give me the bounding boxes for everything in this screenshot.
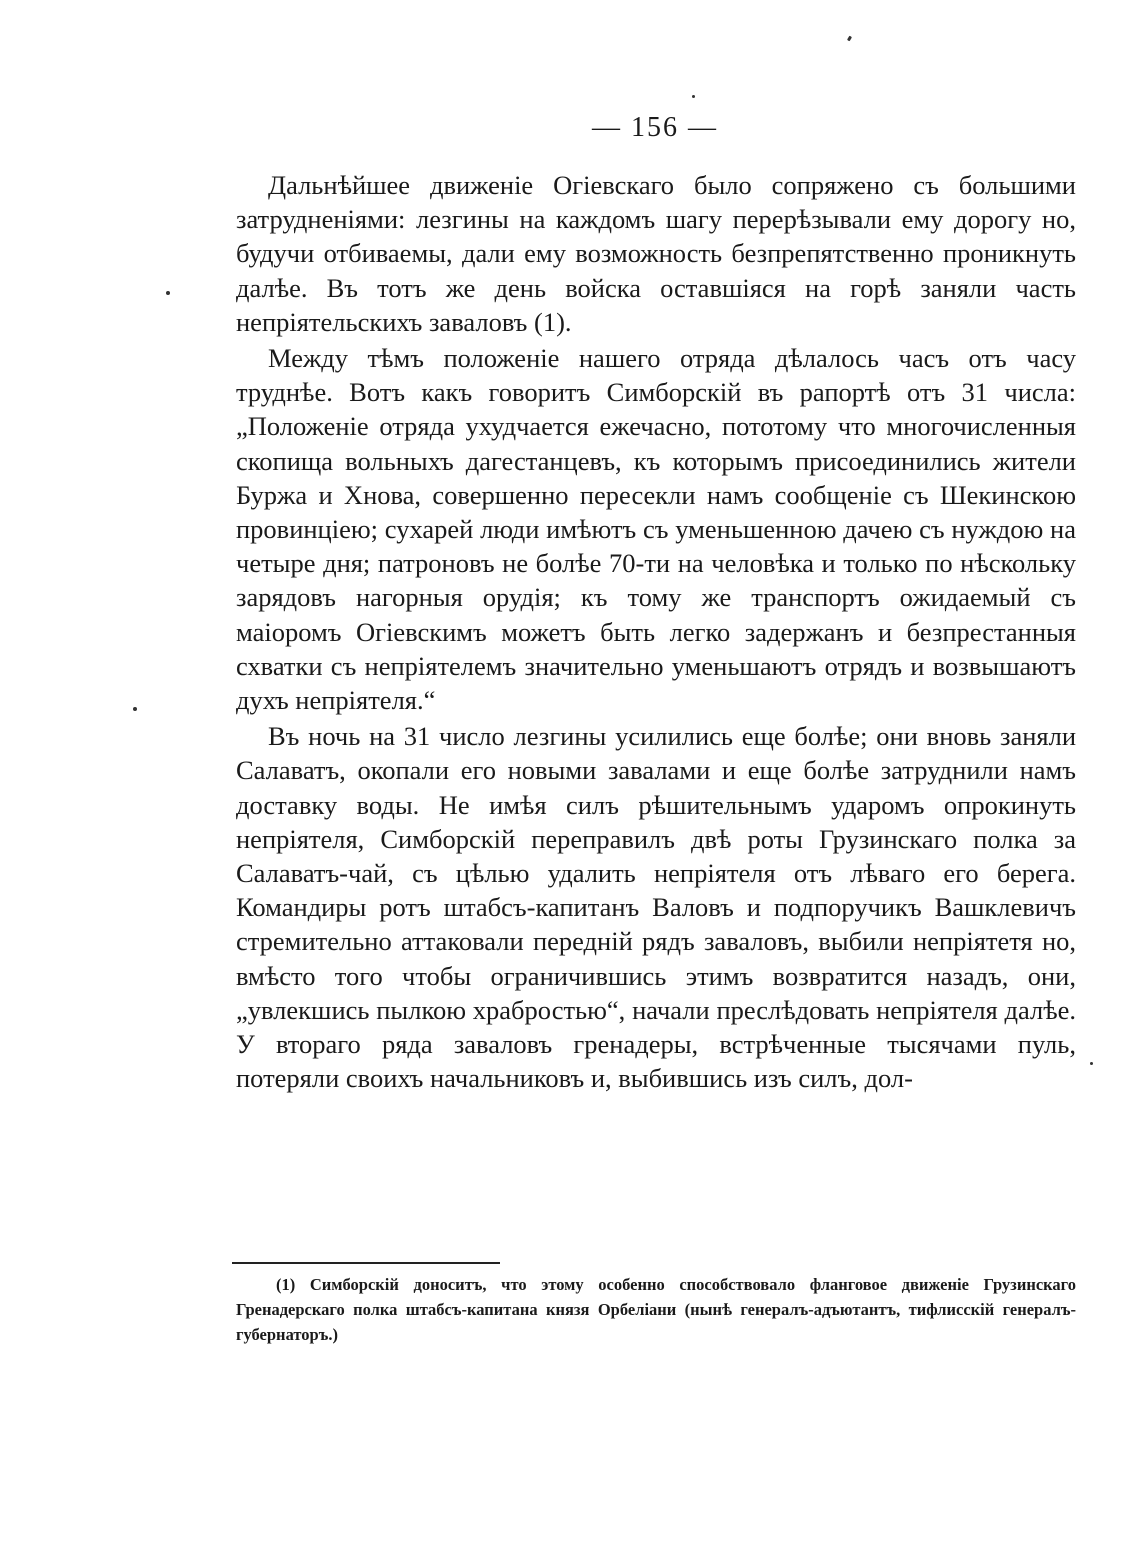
footnote-text: (1) Симборскій доноситъ, что этому особенно способствовало фланговое движеніе Грузинскаго Гренадерскаго полка штабсъ-капитана князя Орбеліани (нынѣ генералъ-адъютантъ, тифлисскій генералъ-губернаторъ.) [236,1275,1076,1344]
paragraph: Въ ночь на 31 число лезгины усилились еще болѣе; они вновь заняли Салаватъ, окопали его новыми завалами и еще болѣе затруднили намъ доставку воды. Не имѣя силъ рѣшительнымъ ударомъ опрокинуть непріятеля, Симборскій переправилъ двѣ роты Грузинскаго полка за Салаватъ-чай, съ цѣлью удалить непріятеля отъ лѣваго его берега. Командиры ротъ штабсъ-капитанъ Валовъ и подпоручикъ Вашклевичъ стремительно аттаковали передній рядъ заваловъ, выбили непріятетя но, вмѣсто того чтобы ограничившись этимъ возвратится назадъ, они, „увлекшись пылкою храбростью“, начали преслѣдовать непріятеля далѣе. У втораго ряда заваловъ гренадеры, встрѣченные тысячами пуль, потеряли своихъ начальниковъ и, выбившись изъ силъ, дол- [236,721,1076,1094]
paragraph: Между тѣмъ положеніе нашего отряда дѣлалось часъ отъ часу труднѣе. Вотъ какъ говоритъ Симборскій въ рапортѣ отъ 31 числа: „Положеніе отряда ухудчается ежечасно, пототому что многочисленныя скопища вольныхъ дагестанцевъ, къ которымъ присоединились жители Буржа и Хнова, совершенно пересекли намъ сообщеніе съ Шекинскою провинціею; сухарей люди имѣютъ съ уменьшенною дачею съ нуждою на четыре дня; патроновъ не болѣе 70-ти на человѣка и только по нѣскольку зарядовъ нагорныя орудія; къ тому же транспортъ ожидаемый съ маіоромъ Огіевскимъ можетъ быть легко задержанъ и безпрестанныя схватки съ непріятелемъ значительно уменьшаютъ отрядъ и возвышаютъ духъ непріятеля.“ [236,343,1076,716]
scan-speck [1090,1062,1093,1065]
footnote-divider [232,1262,500,1264]
scan-speck [133,707,137,711]
scan-speck [692,95,695,98]
page-number: — 156 — [592,112,718,143]
footnote [236,1272,1076,1347]
scan-speck [847,36,852,42]
main-text [236,168,1076,1097]
scan-speck [166,291,170,295]
paragraph: Дальнѣйшее движеніе Огіевскаго было сопряжено съ большими затрудненіями: лезгины на каждомъ шагу перерѣзывали ему дорогу но, будучи отбиваемы, дали ему возможность безпрепятственно проникнуть далѣе. Въ тотъ же день войска оставшіяся на горѣ заняли часть непріятельскихъ заваловъ (1). [236,170,1076,337]
